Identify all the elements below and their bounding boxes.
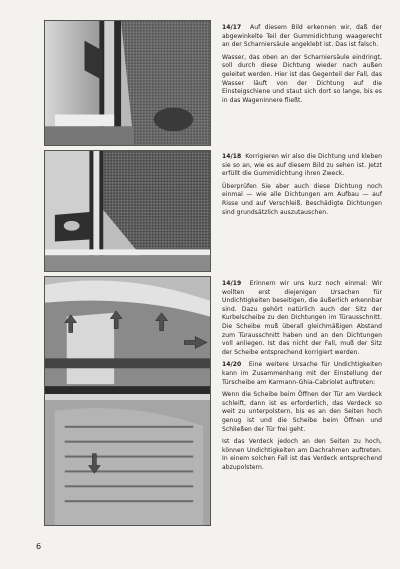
section-paragraph: Erinnern wir uns kurz noch einmal: Wir wollten erst diejenigen Ursachen für Undichtigkeiten beseitigen, die äußerlich erkennbar sind. Dazu gehört natürlich auch der Sitz der Kurbelscheibe zu den Dichtungen im Türausschnitt. Die Scheibe muß überall gleichmäßigen Abstand zum Türausschnitt haben und an den Dichtungen voll anliegen. Ist das nicht der Fall, muß der Sitz der Scheibe entsprechend korrigiert werden. [222,280,382,356]
photo-door-seal-wrong [44,20,211,146]
photo-door-seal-correct [44,150,211,272]
page-number: 6 [36,542,42,551]
section-paragraph: Eine weitere Ursache für Undichtigkeiten kann im Zusammenhang mit der Einstellung der Türscheibe am Karmann-Ghia-Cabriolet auftreten: [222,361,382,386]
section-paragraph: Wenn die Scheibe beim Öffnen der Tür am Verdeck schleift, dann ist es erforderlich, das Verdeck so weit zu unterpolstern, bis es an den Seiten hoch genug ist und die Scheibe beim Öffnen und Schließen der Tür frei geht. [222,391,382,433]
section-paragraph: Ist das Verdeck jedoch an den Seiten zu hoch, können Undichtigkeiten am Dachrahmen auftreten. In einem solchen Fall ist das Verdeck entsprechend abzupolstern. [222,438,382,471]
section-paragraph: Wasser, das oben an der Scharniersäule eindringt, soll durch diese Dichtung wieder nach außen geleitet werden. Hier ist das Gegenteil der Fall, das Wasser läuft von der Dichtung auf die Einsteigschiene und staut sich dort so lange, bis es in das Wageninnere fließt. [222,53,382,104]
section-number: 14/20 [222,361,242,369]
section-paragraph: Überprüfen Sie aber auch diese Dichtung noch einmal — wie alle Dichtungen am Aufbau — auf Risse und auf Verschleiß. Beschädigte Dichtungen sind grundsätzlich auszutauschen. [222,182,382,216]
section-14-17 [222,24,382,109]
section-paragraph: Korrigieren wir also die Dichtung und kleben sie so an, wie es auf diesem Bild zu sehen ist. Jetzt erfüllt die Gummidichtung ihren Zweck. [222,153,382,178]
section-number: 14/19 [222,280,242,287]
section-number: 14/17 [222,24,242,31]
photo-cabriolet-roof [44,276,211,526]
section-14-19-20 [222,280,382,476]
section-paragraph: Auf diesem Bild erkennen wir, daß der abgewinkelte Teil der Gummidichtung waagerecht an der Scharniersäule angeklebt ist. Das ist falsch. [222,24,382,49]
section-number: 14/18 [222,153,242,160]
section-14-18 [222,153,382,221]
